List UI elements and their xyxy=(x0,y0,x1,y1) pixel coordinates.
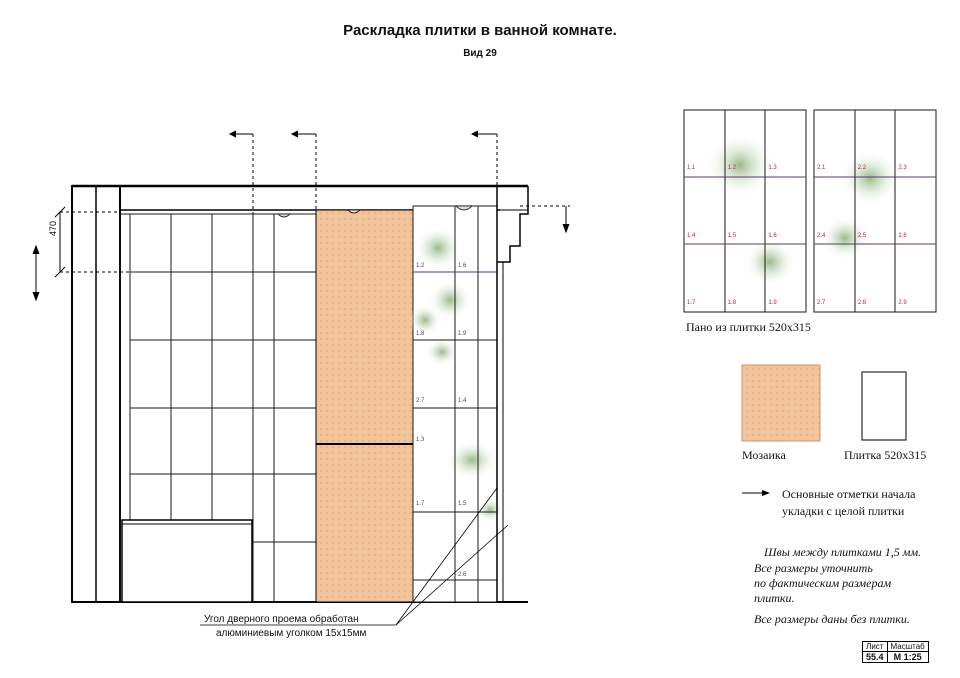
view-subtitle: Вид 29 xyxy=(463,48,497,59)
panel2-label-2-3: 2.3 xyxy=(898,165,907,172)
panel1-label-1-8: 1.8 xyxy=(727,299,737,306)
note-seams: Швы между плитками 1,5 мм. xyxy=(764,545,922,559)
right-wall xyxy=(497,186,528,602)
tile-caption: Плитка 520х315 xyxy=(844,448,927,462)
arrow-caption-line2: укладки с целой плитки xyxy=(782,504,905,518)
wall-label-0: 1.2 xyxy=(416,263,425,269)
panel1-label-1-2: 1.2 xyxy=(727,165,737,172)
panel2-label-2-8: 2.8 xyxy=(857,299,867,306)
mosaic-swatch xyxy=(742,365,820,441)
sheet-value: 55.4 xyxy=(863,652,888,663)
panel2-label-2-9: 2.9 xyxy=(898,299,907,306)
panel-caption: Пано из плитки 520х315 xyxy=(686,320,811,334)
corner-note-line1: Угол дверного проема обработан xyxy=(204,614,359,625)
panel2-label-2-2: 2.2 xyxy=(857,165,867,172)
wall-label-6: 1.3 xyxy=(416,437,425,443)
note-actual: по фактическим размерам xyxy=(754,576,892,590)
panel-1 xyxy=(684,110,806,312)
wall-label-9: 2.6 xyxy=(458,572,467,578)
panel1-label-1-7: 1.7 xyxy=(687,299,696,306)
arrow-caption-line1: Основные отметки начала xyxy=(782,487,916,501)
note-verify: Все размеры уточнить xyxy=(754,561,873,575)
legend-arrow xyxy=(742,490,770,496)
drawing-title: Раскладка плитки в ванной комнате. xyxy=(343,22,617,39)
section-arrows xyxy=(230,131,497,214)
panel1-label-1-3: 1.3 xyxy=(768,165,777,172)
scale-header: Масштаб xyxy=(887,642,928,652)
panel1-label-1-1: 1.1 xyxy=(687,165,696,172)
wall-label-4: 2.7 xyxy=(416,398,425,404)
corner-note-line2: алюминиевым уголком 15х15мм xyxy=(216,628,367,639)
wall-label-8: 1.5 xyxy=(458,501,467,507)
panel2-label-2-6: 2.6 xyxy=(898,232,907,239)
bathtub xyxy=(122,520,252,602)
wall-label-3: 1.9 xyxy=(458,331,467,337)
wall-label-7: 1.7 xyxy=(416,501,425,507)
panel2-label-2-5: 2.5 xyxy=(857,232,867,239)
panel-2 xyxy=(814,110,936,312)
wall-label-1: 1.6 xyxy=(458,263,467,269)
scale-value: М 1:25 xyxy=(887,652,928,663)
panel1-label-1-9: 1.9 xyxy=(768,299,777,306)
sheet-stamp xyxy=(862,641,929,663)
panel2-label-2-4: 2.4 xyxy=(817,232,826,239)
note-tile: плитки. xyxy=(754,591,795,605)
panel1-label-1-6: 1.6 xyxy=(768,232,777,239)
tile-swatch xyxy=(862,372,906,440)
dimension-470-label: 470 xyxy=(48,220,58,236)
sheet-header: Лист xyxy=(863,642,888,652)
wall-label-5: 1.4 xyxy=(458,398,467,404)
mosaic-caption: Мозаика xyxy=(742,448,786,462)
panel1-label-1-5: 1.5 xyxy=(727,232,737,239)
panel1-label-1-4: 1.4 xyxy=(687,232,696,239)
note-no-tile: Все размеры даны без плитки. xyxy=(754,612,910,626)
panel2-label-2-7: 2.7 xyxy=(817,299,826,306)
wall-label-2: 1.8 xyxy=(416,331,425,337)
panel2-label-2-1: 2.1 xyxy=(817,165,826,172)
